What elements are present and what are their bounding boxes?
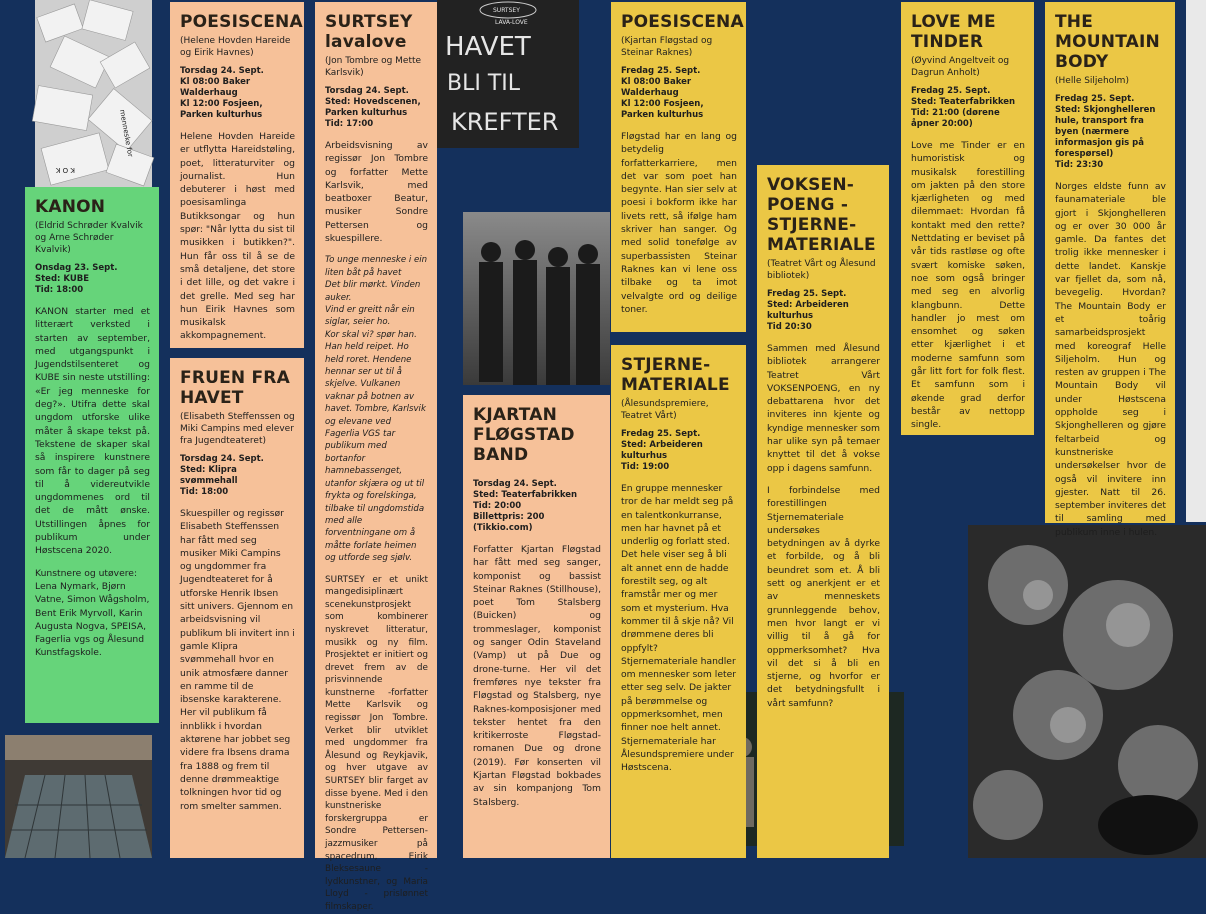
event-credits: (Helene Hovden Hareide og Eirik Havnes): [180, 36, 291, 58]
card-the-mountain-body: [1045, 2, 1175, 538]
event-title: THE MOUNTAIN BODY: [1055, 12, 1160, 72]
card-stjernemateriale: [611, 345, 746, 858]
svg-text:K O K: K O K: [55, 166, 75, 174]
event-title: KANON: [35, 197, 106, 217]
event-credits: (Helle Siljeholm): [1055, 76, 1129, 86]
card-poesiscena-2: [611, 2, 746, 332]
event-credits: (Øyvind Angeltveit og Dagrun Anholt): [911, 56, 1010, 78]
event-description: KANON starter med et litterært verksted i starten av september, med utgangspunkt i Jugendstilsenteret og KUBE sin neste utstilling: «Er jeg menneske for deg?». Utifra dette skal ungdom utforske ulike måter å skape tekst på. Tekstene de skaper skal så inspirere kunstnere som får to dager på seg til å videreutvikle ungdommenes ord til det de mått ønske. Utstillingen åpnes for publikum under Høstscena 2020.: [35, 306, 150, 557]
chalkboard-photo: [437, 0, 579, 148]
card-kjartan-flogstad-band: [463, 395, 610, 858]
card-kanon: [25, 187, 159, 723]
event-about: SURTSEY er et unikt mangedisiplinært scenekunstprosjekt som kombinerer nyskrevet litteratur, musikk og ny film. Prosjektet er initiert og drevet frem av de prisvinnende kunstnerne -forfatter Mette Karlsvik og regissør Jon Tombre. Verket blir utviklet med ungdommer fra Ålesund og Reykjavik, og hver utgave av SURTSEY blir farget av disse byene. Med i den kunstneriske forskergruppa er Sondre Pettersen-jazzmusiker på spacedrum, Eirik Bleksesaune - lydkunstner, og Maria Lloyd - prislønnet filmskaper.: [325, 574, 428, 912]
event-credits: (Kjartan Fløgstad og Steinar Raknes): [621, 36, 713, 58]
cave-rock-photo: [968, 525, 1206, 858]
event-credits: (Teatret Vårt og Ålesund bibliotek): [767, 259, 876, 281]
svg-text:menneske for: menneske for: [118, 108, 135, 158]
event-info: Fredag 25. Sept. Sted: Arbeideren kulturhus Tid 20:30: [767, 289, 849, 332]
event-description: Love me Tinder er en humoristisk og musikalsk forestilling om jakten på den store kjærligheten og med dilemmaet: Hvordan få kontakt med den rette? Nettdating er beviset på vår tids rastløse og ofte svært komiske søken, noe som også bringer med seg en alvorlig klangbunn. Dette handler jo mest om ensomhet og søken etter kjærlighet i et moderne samfunn som går litt fort for folk flest. Et samfunn som i økende grad derfor består av nettopp single.: [911, 140, 1025, 431]
event-info: Torsdag 24. Sept. Kl 08:00 Baker Walderhaug Kl 12:00 Fosjeen, Parken kulturhus: [180, 66, 264, 120]
event-description: Sammen med Ålesund bibliotek arrangerer Teatret Vårt VOKSENPOENG, en ny debattarena hvor det inviteres inn kjente og kyndige mennesker som har ulike syn på temaer knyttet til det å vokse opp i dagens samfunn.: [767, 343, 880, 474]
svg-text:BLI TIL: BLI TIL: [447, 71, 521, 96]
svg-text:LAVA-LOVE: LAVA-LOVE: [495, 19, 528, 26]
event-info: Onsdag 23. Sept. Sted: KUBE Tid: 18:00: [35, 263, 118, 295]
event-title: KJARTAN FLØGSTAD BAND: [473, 405, 575, 465]
event-info: Torsdag 24. Sept. Sted: Klipra svømmehall Tid: 18:00: [180, 454, 264, 497]
event-poem: To unge menneske i ein liten båt på havet Det blir mørkt. Vinden auker. Vind er greitt når ein siglar, seier ho. Kor skal vi? spør han. Han held reipet. Ho held roret. Hendene hennar ser ut til å skjelve. Vulkanen vaknar på botnen av havet. Tombre, Karlsvik og elevane ved Fagerlia VGS tar publikum med bortanfor hamnebassenget, utanfor skjæra og ut til frykta og forelskinga, tilbake til ungdomstida med alle forventningane om å måtte forlate heimen og utforde seg sjølv.: [325, 255, 428, 564]
event-credits: (Elisabeth Steffenssen og Miki Campins med elever fra Jugendteateret): [180, 412, 295, 446]
edge-panel: [1186, 0, 1206, 522]
event-title: LOVE ME TINDER: [911, 12, 996, 52]
event-description: Norges eldste funn av faunamateriale ble gjort i Skjonghelleren og er over 30 000 år gamle. Da fantes det trolig ikke mennesker i dette landet. Kanskje var fjellet da, som nå, bevegelig. Hvordan? The Mountain Body er et toårig samarbeidsprosjekt med koreograf Helle Siljeholm. Hun og resten av gruppen i The Mountain Body vil under Høstscena oppholde seg i Skjonghelleren og gjøre feltarbeid og kunstneriske undersøkelser hvor de også vil invitere inn gjester. Natt til 26. september inviteres det til samling med publikum inne i hulen.: [1055, 181, 1166, 538]
event-description: Fløgstad har en lang og betydelig forfatterkarriere, men det var som poet han begynte. Han sier selv at poesi i bokform ikke har livets rett, så ifølge ham skriver han sanger. Og med solid tonefølge av superbassisten Steinar Raknes kan vi lene oss tilbake og ta imot velvalgte ord og deilige toner.: [621, 131, 737, 315]
card-surtsey: [315, 2, 437, 912]
event-info: Torsdag 24. Sept. Sted: Teaterfabrikken Tid: 20:00 Billettpris: 200 (Tikkio.com): [473, 479, 578, 533]
paper-stack-photo: [35, 0, 152, 187]
event-description: Helene Hovden Hareide er utflytta Hareidstøling, poet, litteraturviter og journalist. Hun debuterer i høst med poesisamlinga Butikksongar og hun spør: "Når lytta du sist til musikken i butikken?". Hun får oss til å se de små detaljene, det store i det lille, og det vakre i det grelle. Med seg har hun Eirik Havnes som musikalsk akkompagnement.: [180, 131, 295, 342]
svg-text:KREFTER: KREFTER: [451, 108, 559, 136]
event-description: En gruppe mennesker tror de har meldt seg på en talentkonkurranse, men har havnet på et underlig og forlatt sted. Det hele viser seg å bli alt annet enn de hadde forestilt seg, og alt framstår mer og mer som et mysterium. Hva kommer til å skje nå? Vil drømmene deres bli oppfylt? Stjernemateriale handler om mennesker som leter etter seg selv. De jakter på berømmelse og oppmerksomhet, men finner noe helt annet. Stjernemateriale har Ålesundspremiere under Høstscena.: [621, 483, 737, 774]
event-info: Fredag 25. Sept. Sted: Skjonghelleren hule, transport fra byen (nærmere informasjon gis på forespørsel) Tid: 23:30: [1055, 94, 1156, 170]
pool-photo: [5, 735, 152, 858]
svg-text:SURTSEY: SURTSEY: [493, 7, 520, 14]
event-title: STJERNE-MATERIALE: [621, 355, 730, 395]
event-description: Skuespiller og regissør Elisabeth Steffenssen har fått med seg musiker Miki Campins og ungdommer fra Jugendteateret for å utforske Henrik Ibsen sitt univers. Gjennom en arbeidsvisning vil publikum bli invitert inn i gamle Klipra svømmehall hvor en unik atmosfære danner en ramme til de ibsenske karakterene. Her vil publikum få innblikk i hvordan aktørene har jobbet seg videre fra Ibsens drama fra 1888 og frem til denne drømmeaktige tolkningen hvor tid og rom smelter sammen.: [180, 508, 295, 812]
event-info: Fredag 25. Sept. Sted: Teaterfabrikken Tid: 21:00 (dørene åpner 20:00): [911, 86, 1016, 129]
card-fruen-fra-havet: [170, 358, 304, 858]
event-performers: Kunstnere og utøvere: Lena Nymark, Bjørn Vatne, Simon Wågsholm, Bent Erik Myrvoll, Karin Augusta Nogva, SPEISA, Fagerlia vgs og Ålesund Kunstfagskole.: [35, 567, 150, 659]
event-title: FRUEN FRA HAVET: [180, 368, 290, 408]
card-voksenpoeng: [757, 165, 889, 858]
event-info: Fredag 25. Sept. Sted: Arbeideren kulturhus Tid: 19:00: [621, 429, 703, 472]
event-info: Torsdag 24. Sept. Sted: Hovedscenen, Parken kulturhus Tid: 17:00: [325, 86, 421, 129]
event-title: SURTSEY lavalove: [325, 12, 413, 52]
event-title: VOKSEN-POENG - STJERNE-MATERIALE: [767, 175, 876, 255]
event-title: POESISCENA: [621, 12, 744, 32]
event-theme: I forbindelse med forestillingen Stjernemateriale undersøkes betydningen av å dyrke et forbilde, og å bli beundret som et. Å bli sett og anerkjent er et av menneskets grunnleggende behov, men hvor langt er vi villig til å gå for oppmerksomhet? Hva vil det si å bli en stjerne, og hvorfor er det betydningsfullt i vårt samfunn?: [767, 484, 880, 709]
event-credits: (Ålesundspremiere, Teatret Vårt): [621, 399, 709, 421]
event-title: POESISCENA: [180, 12, 303, 32]
card-poesiscena-1: [170, 2, 304, 348]
band-photo: [463, 212, 610, 385]
event-credits: (Eldrid Schrøder Kvalvik og Arne Schrøder Kvalvik): [35, 221, 143, 255]
event-info: Fredag 25. Sept. Kl 08:00 Baker Walderhaug Kl 12:00 Fosjeen, Parken kulturhus: [621, 66, 704, 120]
card-love-me-tinder: [901, 2, 1034, 435]
svg-text:HAVET: HAVET: [445, 32, 531, 62]
event-description: Arbeidsvisning av regissør Jon Tombre og forfatter Mette Karlsvik, med beatboxer Beatur, musiker Sondre Pettersen og skuespillere.: [325, 140, 428, 245]
event-credits: (Jon Tombre og Mette Karlsvik): [325, 56, 422, 78]
event-description: Forfatter Kjartan Fløgstad har fått med seg sanger, komponist og bassist Steinar Raknes (Stillhouse), poet Tom Stalsberg (Buicken) og trommeslager, komponist og sanger Odin Staveland (Vamp) ut på Due og drone-turne. Her vil det fremføres nye tekster fra Fløgstad og Stalsberg, nye Raknes-komposisjoner med tekster hentet fra den kritikerroste Fløgstad-romanen Due og drone (2019). Før konserten vil Kjartan Fløgstad bokbades av sin kompanjong Tom Stalsberg.: [473, 544, 601, 808]
